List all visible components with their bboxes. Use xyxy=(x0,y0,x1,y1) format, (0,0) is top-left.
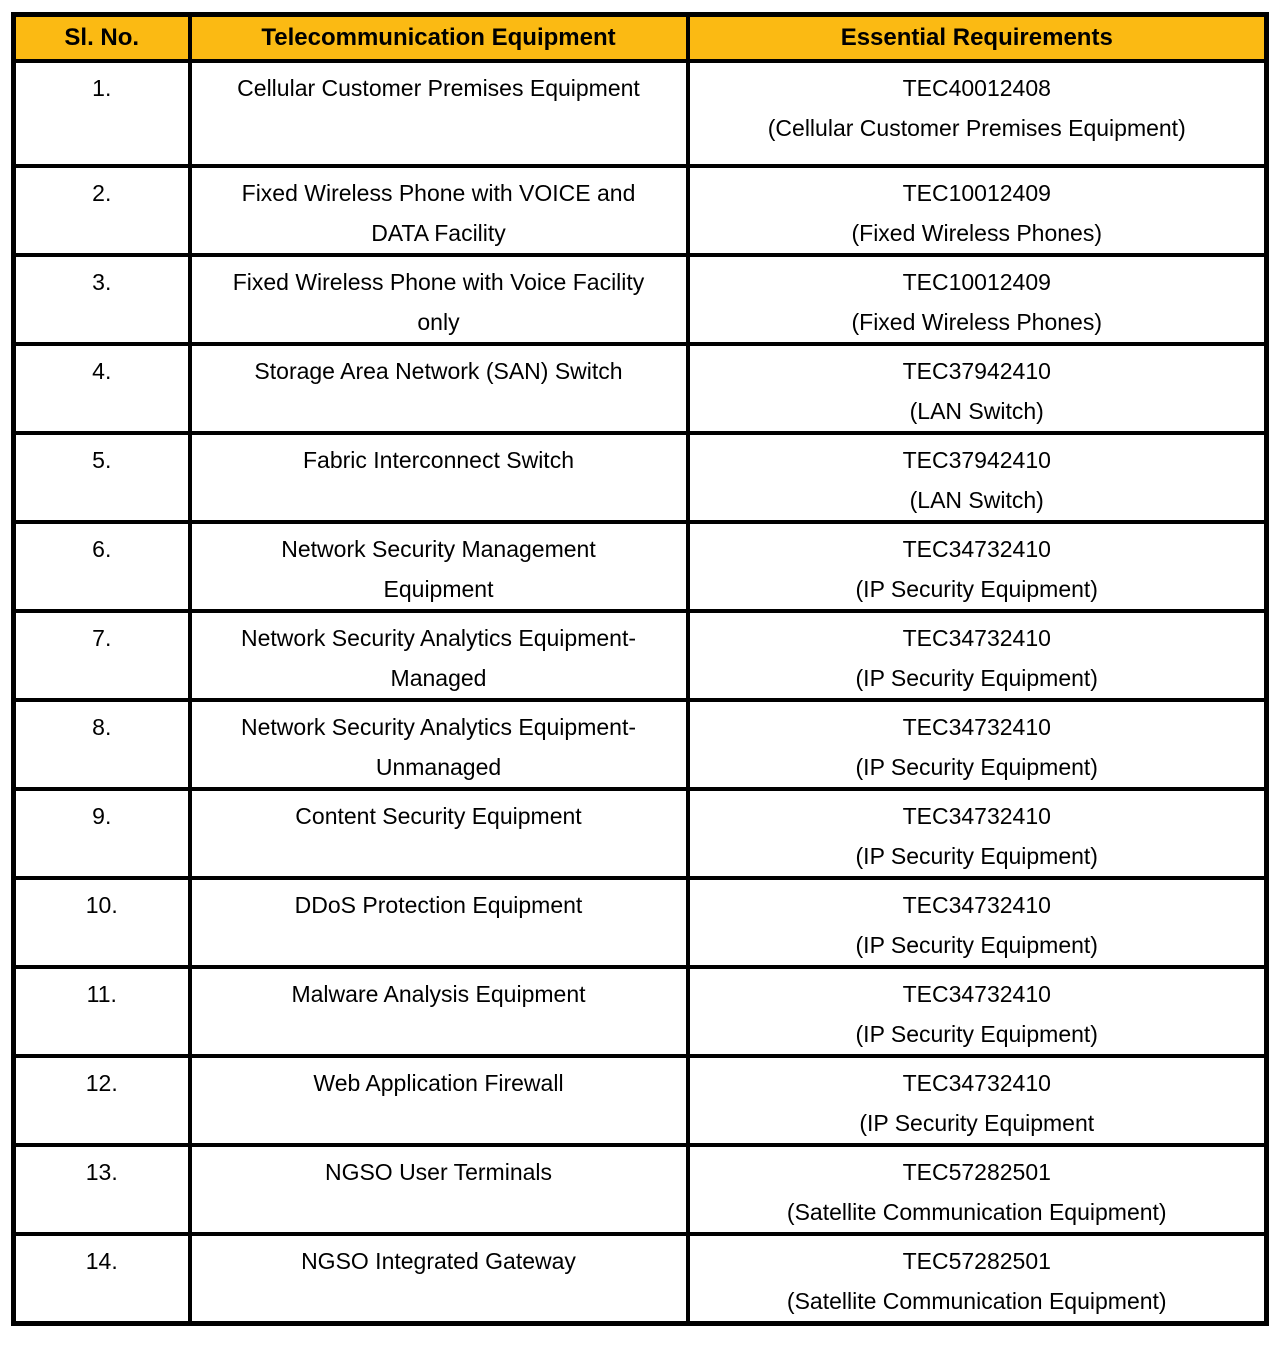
equipment-requirements-table xyxy=(11,12,1269,1326)
requirement-name: (Fixed Wireless Phones) xyxy=(851,219,1103,246)
equipment-line: Fixed Wireless Phone with Voice Facility xyxy=(232,268,645,295)
requirement-name: (IP Security Equipment) xyxy=(855,1020,1098,1047)
equipment-cell xyxy=(190,522,688,611)
header-essential-requirements: Essential Requirements xyxy=(688,15,1267,61)
requirement-code: TEC40012408 xyxy=(902,74,1051,101)
sl-no-cell xyxy=(14,611,190,700)
sl-no-cell xyxy=(14,1145,190,1234)
sl-no: 10. xyxy=(85,891,118,918)
equipment-line: Network Security Analytics Equipment- xyxy=(241,624,636,651)
sl-no: 2. xyxy=(92,179,112,206)
requirement-code: TEC34732410 xyxy=(902,713,1051,740)
requirement-code: TEC57282501 xyxy=(902,1247,1051,1274)
requirement-code: TEC34732410 xyxy=(902,624,1051,651)
requirement-cell xyxy=(688,1145,1267,1234)
equipment-cell xyxy=(190,166,688,255)
sl-no-cell xyxy=(14,967,190,1056)
equipment-line: only xyxy=(417,308,460,335)
equipment-cell xyxy=(190,1145,688,1234)
equipment-line: Cellular Customer Premises Equipment xyxy=(237,74,640,101)
equipment-line: Malware Analysis Equipment xyxy=(291,980,586,1007)
equipment-line: Network Security Analytics Equipment- xyxy=(241,713,636,740)
table-row xyxy=(14,433,1267,522)
sl-no: 11. xyxy=(86,980,117,1007)
sl-no: 13. xyxy=(85,1158,118,1185)
equipment-cell xyxy=(190,700,688,789)
sl-no: 1. xyxy=(92,74,112,101)
equipment-cell xyxy=(190,433,688,522)
table-row xyxy=(14,967,1267,1056)
sl-no-cell xyxy=(14,1056,190,1145)
requirement-code: TEC34732410 xyxy=(902,535,1051,562)
equipment-cell xyxy=(190,344,688,433)
equipment-line: Equipment xyxy=(383,575,494,602)
requirement-code: TEC57282501 xyxy=(902,1158,1051,1185)
sl-no-cell xyxy=(14,255,190,344)
header-row xyxy=(14,15,1267,61)
sl-no: 4. xyxy=(92,357,112,384)
equipment-line: Fixed Wireless Phone with VOICE and xyxy=(241,179,636,206)
equipment-line: DATA Facility xyxy=(371,219,506,246)
requirement-cell xyxy=(688,61,1267,166)
sl-no: 14. xyxy=(85,1247,118,1274)
equipment-cell xyxy=(190,878,688,967)
equipment-line: NGSO User Terminals xyxy=(324,1158,553,1185)
sl-no-cell xyxy=(14,1234,190,1324)
requirement-name: (Cellular Customer Premises Equipment) xyxy=(767,114,1186,141)
equipment-line: Storage Area Network (SAN) Switch xyxy=(254,357,623,384)
sl-no-cell xyxy=(14,789,190,878)
requirement-cell xyxy=(688,878,1267,967)
equipment-line: Network Security Management xyxy=(281,535,596,562)
table-row xyxy=(14,344,1267,433)
equipment-cell xyxy=(190,611,688,700)
requirement-name: (IP Security Equipment) xyxy=(855,575,1098,602)
sl-no-cell xyxy=(14,433,190,522)
requirement-name: (IP Security Equipment xyxy=(859,1109,1095,1136)
requirement-name: (LAN Switch) xyxy=(909,397,1044,424)
equipment-line: Content Security Equipment xyxy=(295,802,582,829)
requirement-code: TEC34732410 xyxy=(902,802,1051,829)
sl-no-cell xyxy=(14,61,190,166)
requirement-cell xyxy=(688,611,1267,700)
document-page xyxy=(0,12,1280,1345)
table-row xyxy=(14,61,1267,166)
requirement-name: (Satellite Communication Equipment) xyxy=(786,1287,1167,1314)
table-row xyxy=(14,522,1267,611)
requirement-cell xyxy=(688,1234,1267,1324)
sl-no: 7. xyxy=(92,624,112,651)
equipment-cell xyxy=(190,1234,688,1324)
requirement-cell xyxy=(688,344,1267,433)
requirement-name: (IP Security Equipment) xyxy=(855,842,1098,869)
sl-no: 3. xyxy=(92,268,112,295)
equipment-cell xyxy=(190,61,688,166)
requirement-code: TEC34732410 xyxy=(902,1069,1051,1096)
requirement-name: (IP Security Equipment) xyxy=(855,753,1098,780)
table-row xyxy=(14,255,1267,344)
requirement-cell xyxy=(688,433,1267,522)
sl-no-cell xyxy=(14,344,190,433)
requirement-name: (LAN Switch) xyxy=(909,486,1044,513)
table-row xyxy=(14,878,1267,967)
equipment-line: DDoS Protection Equipment xyxy=(294,891,583,918)
header-sl-no: Sl. No. xyxy=(14,15,190,61)
equipment-cell xyxy=(190,1056,688,1145)
sl-no-cell xyxy=(14,700,190,789)
requirement-code: TEC37942410 xyxy=(902,357,1051,384)
table-row xyxy=(14,700,1267,789)
sl-no: 6. xyxy=(92,535,112,562)
requirement-name: (Satellite Communication Equipment) xyxy=(786,1198,1167,1225)
header-telecommunication-equipment: Telecommunication Equipment xyxy=(190,15,688,61)
requirement-cell xyxy=(688,1056,1267,1145)
table-row xyxy=(14,1056,1267,1145)
requirement-name: (IP Security Equipment) xyxy=(855,931,1098,958)
requirement-cell xyxy=(688,967,1267,1056)
equipment-line: NGSO Integrated Gateway xyxy=(301,1247,576,1274)
requirement-code: TEC37942410 xyxy=(902,446,1051,473)
table-row xyxy=(14,166,1267,255)
sl-no: 9. xyxy=(92,802,112,829)
equipment-cell xyxy=(190,967,688,1056)
equipment-cell xyxy=(190,789,688,878)
requirement-cell xyxy=(688,522,1267,611)
equipment-line: Fabric Interconnect Switch xyxy=(302,446,574,473)
table-row xyxy=(14,1145,1267,1234)
requirement-name: (IP Security Equipment) xyxy=(855,664,1098,691)
sl-no: 12. xyxy=(85,1069,118,1096)
sl-no: 5. xyxy=(92,446,112,473)
requirement-code: TEC10012409 xyxy=(902,268,1051,295)
sl-no: 8. xyxy=(92,713,112,740)
table-row xyxy=(14,611,1267,700)
sl-no-cell xyxy=(14,522,190,611)
requirement-code: TEC34732410 xyxy=(902,980,1051,1007)
requirement-code: TEC34732410 xyxy=(902,891,1051,918)
table-row xyxy=(14,789,1267,878)
requirement-cell xyxy=(688,166,1267,255)
requirement-cell xyxy=(688,789,1267,878)
sl-no-cell xyxy=(14,878,190,967)
equipment-cell xyxy=(190,255,688,344)
equipment-line: Unmanaged xyxy=(375,753,502,780)
requirement-name: (Fixed Wireless Phones) xyxy=(851,308,1103,335)
sl-no-cell xyxy=(14,166,190,255)
requirement-code: TEC10012409 xyxy=(902,179,1051,206)
requirement-cell xyxy=(688,700,1267,789)
equipment-line: Web Application Firewall xyxy=(313,1069,564,1096)
table-row xyxy=(14,1234,1267,1324)
requirement-cell xyxy=(688,255,1267,344)
equipment-line: Managed xyxy=(390,664,487,691)
